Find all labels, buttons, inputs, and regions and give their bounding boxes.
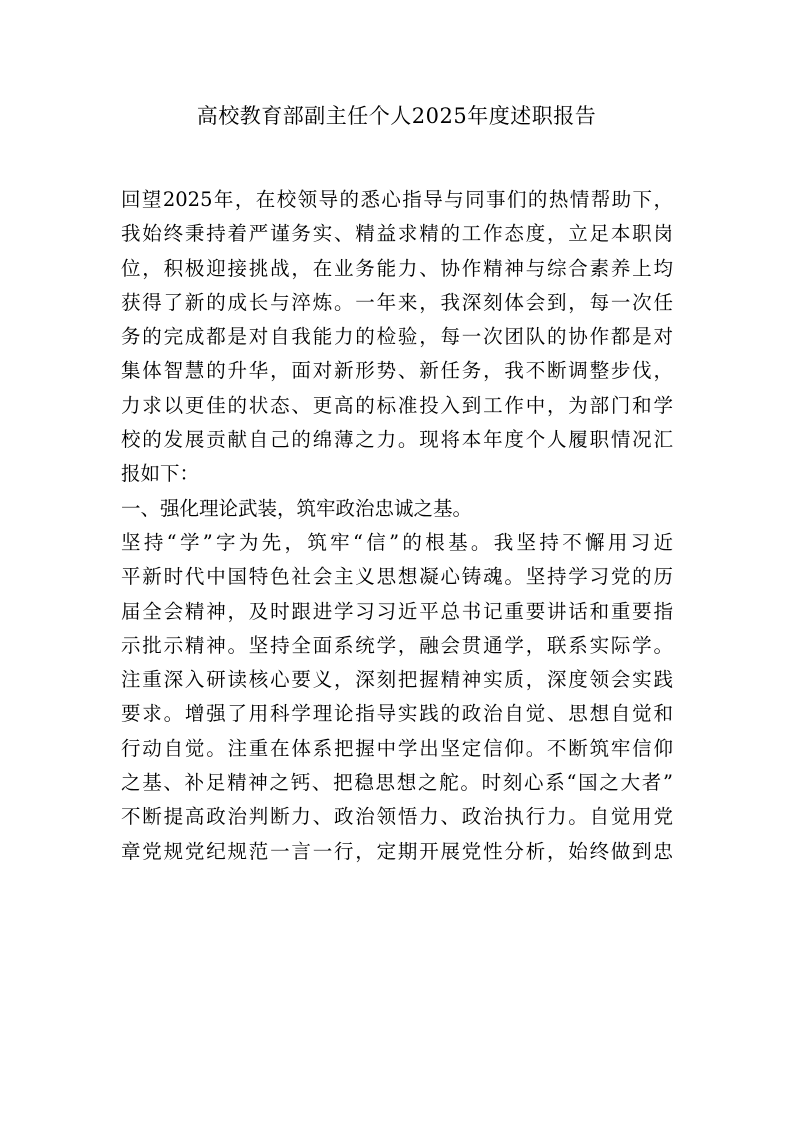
body-line: 回望2025年，在校领导的悉心指导与同事们的热情帮助下， xyxy=(121,188,673,211)
body-line: 示批示精神。坚持全面系统学，融会贯通学，联系实际学。 xyxy=(121,633,673,657)
body-line: 坚持“学”字为先，筑牢“信”的根基。我坚持不懈用习近 xyxy=(121,530,673,554)
document-body xyxy=(121,183,673,869)
body-line: 位，积极迎接挑战，在业务能力、协作精神与综合素养上均 xyxy=(121,256,673,280)
body-line: 我始终秉持着严谨务实、精益求精的工作态度，立足本职岗 xyxy=(121,222,673,246)
document-title: 高校教育部副主任个人2025年度述职报告 xyxy=(196,104,597,128)
body-line: 届全会精神，及时跟进学习习近平总书记重要讲话和重要指 xyxy=(121,599,673,623)
body-line: 章党规党纪规范一言一行，定期开展党性分析，始终做到忠 xyxy=(121,839,673,863)
body-line: 力求以更佳的状态、更高的标准投入到工作中，为部门和学 xyxy=(121,393,673,417)
body-line: 集体智慧的升华，面对新形势、新任务，我不断调整步伐， xyxy=(121,359,673,383)
body-line: 行动自觉。注重在体系把握中学出坚定信仰。不断筑牢信仰 xyxy=(121,736,673,760)
body-line: 校的发展贡献自己的绵薄之力。现将本年度个人履职情况汇 xyxy=(121,428,673,452)
body-line: 报如下： xyxy=(121,462,200,486)
body-line: 不断提高政治判断力、政治领悟力、政治执行力。自觉用党 xyxy=(121,805,673,829)
section-heading: 一、强化理论武装，筑牢政治忠诚之基。 xyxy=(121,496,473,520)
body-line: 获得了新的成长与淬炼。一年来，我深刻体会到，每一次任 xyxy=(121,290,673,314)
body-line: 务的完成都是对自我能力的检验，每一次团队的协作都是对 xyxy=(121,325,673,349)
body-line: 之基、补足精神之钙、把稳思想之舵。时刻心系“国之大者” xyxy=(121,771,673,795)
body-line: 要求。增强了用科学理论指导实践的政治自觉、思想自觉和 xyxy=(121,702,673,726)
body-line: 平新时代中国特色社会主义思想凝心铸魂。坚持学习党的历 xyxy=(121,565,673,589)
body-line: 注重深入研读核心要义，深刻把握精神实质，深度领会实践 xyxy=(121,668,673,692)
